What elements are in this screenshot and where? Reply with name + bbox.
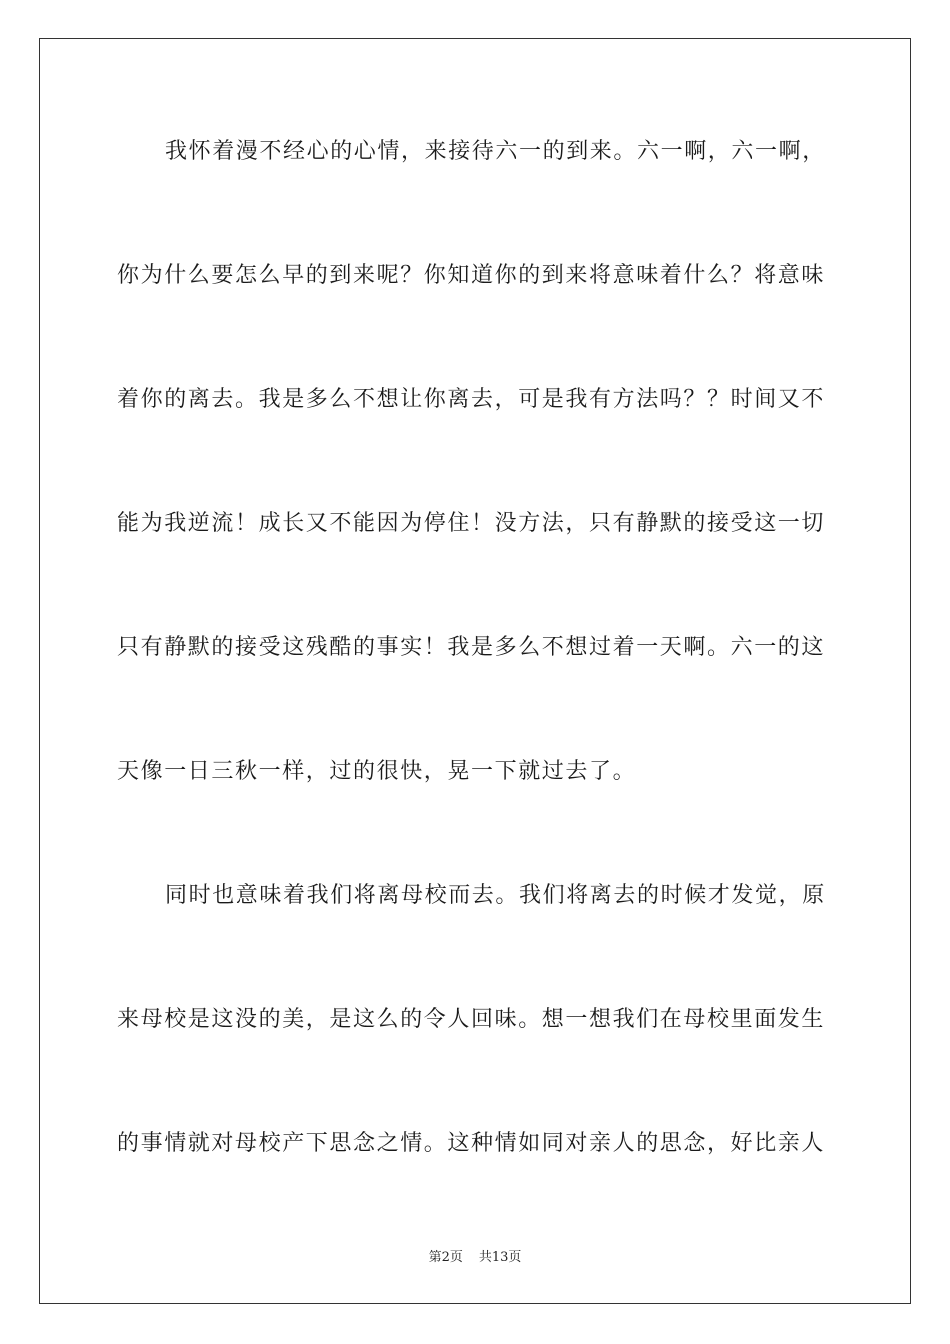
paragraph-2-line-2: 来母校是这没的美，是这么的令人回味。想一想我们在母校里面发生 [117,1007,826,1032]
paragraph-2-line-1: 同时也意味着我们将离母校而去。我们将离去的时候才发觉，原 [165,883,826,908]
page-frame [39,38,911,1304]
page-number: 第2页 [428,1250,463,1265]
paragraph-1-line-2: 你为什么要怎么早的到来呢？你知道你的到来将意味着什么？将意味 [117,263,826,288]
paragraph-1-line-4: 能为我逆流！成长又不能因为停住！没方法，只有静默的接受这一切 [117,511,826,536]
page-footer [0,1246,950,1265]
paragraph-1-line-3: 着你的离去。我是多么不想让你离去，可是我有方法吗？？时间又不 [117,387,826,412]
total-pages: 共13页 [478,1250,522,1265]
paragraph-2-line-3: 的事情就对母校产下思念之情。这种情如同对亲人的思念，好比亲人 [117,1131,826,1156]
paragraph-1-line-1: 我怀着漫不经心的心情，来接待六一的到来。六一啊，六一啊， [165,139,826,164]
paragraph-1-line-6: 天像一日三秋一样，过的很快，晃一下就过去了。 [117,759,637,784]
paragraph-1-line-5: 只有静默的接受这残酷的事实！我是多么不想过着一天啊。六一的这 [117,635,826,660]
